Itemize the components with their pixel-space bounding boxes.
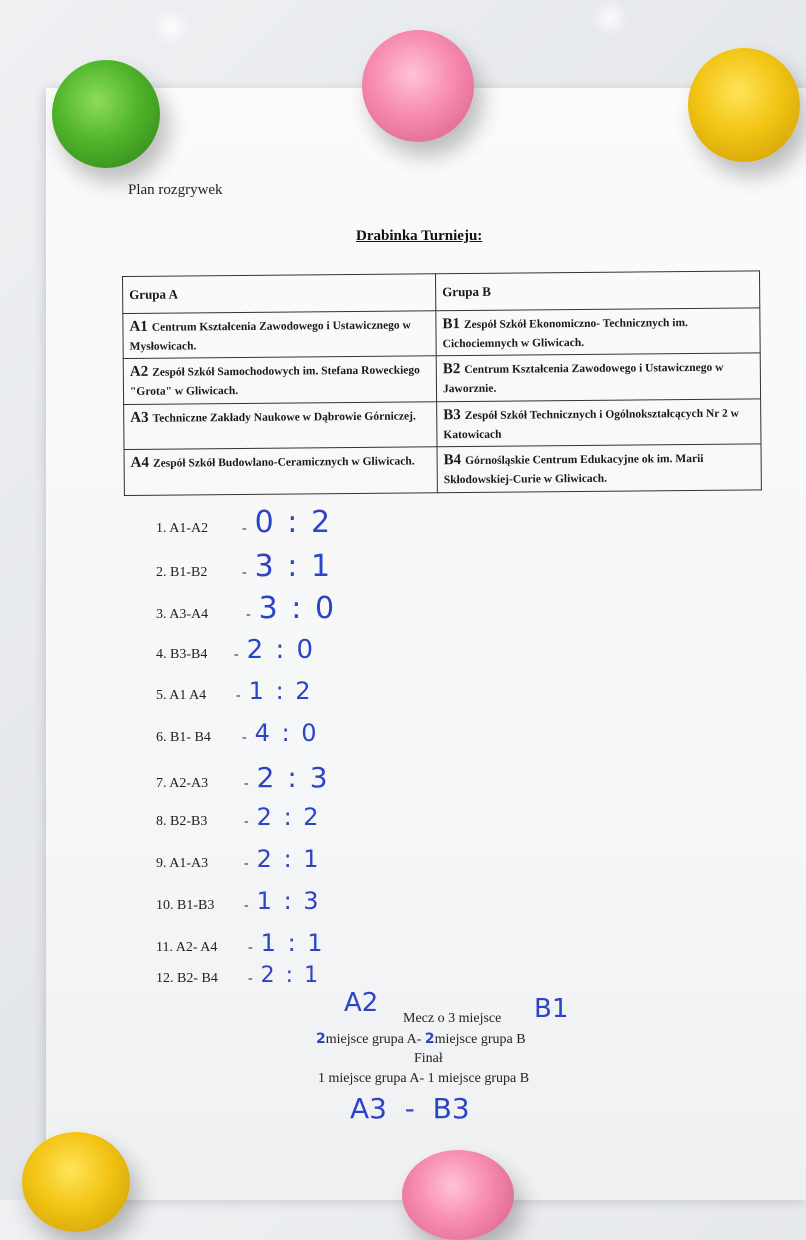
team-cell	[124, 402, 437, 450]
list-item: 10. B1-B3 - 1 : 3	[156, 887, 321, 915]
match-label: 10. B1-B3	[156, 898, 215, 913]
team-name: Górnośląskie Centrum Edukacyjne ok im. Marii Skłodowskiej-Curie w Gliwicach.	[443, 453, 704, 487]
match-label: 4. B3-B4	[156, 647, 208, 662]
match-label: 5. A1 A4	[156, 688, 207, 703]
list-item: 4. B3-B4 - 2 : 0	[156, 635, 316, 665]
list-item: 1. A1-A2 - 0 : 2	[156, 505, 333, 540]
pink-magnet-bottom	[402, 1150, 514, 1240]
match-label: 11. A2- A4	[156, 940, 218, 955]
team-code: A2	[129, 364, 149, 381]
team-code: B3	[443, 406, 461, 424]
match-label: 6. B1- B4	[156, 730, 211, 745]
team-cell	[123, 356, 436, 404]
third-place-right-handwriting: B1	[534, 994, 569, 1024]
handwritten-number: 2	[316, 1031, 326, 1047]
team-cell	[124, 447, 437, 495]
light-glare	[600, 8, 620, 28]
match-label: 2. B1-B2	[156, 565, 208, 580]
light-glare	[160, 16, 182, 38]
team-cell	[436, 308, 760, 356]
table-row	[123, 308, 760, 359]
yellow-magnet	[688, 48, 800, 162]
list-item: 7. A2-A3 - 2 : 3	[156, 761, 330, 794]
team-code: A1	[129, 318, 148, 335]
list-item: 5. A1 A4 - 1 : 2	[156, 677, 313, 705]
team-cell	[123, 311, 436, 359]
match-score: 0 : 2	[254, 505, 333, 540]
match-score: 2 : 1	[260, 963, 321, 988]
third-place-line	[316, 1031, 526, 1048]
match-label: 9. A1-A3	[156, 856, 209, 871]
third-place-left-handwriting: A2	[344, 988, 379, 1018]
match-label: 1. A1-A2	[156, 521, 209, 536]
list-item: 9. A1-A3 - 2 : 1	[156, 845, 321, 873]
groups-table	[122, 270, 762, 495]
list-item: 12. B2- B4 - 2 : 1	[156, 963, 321, 988]
team-cell	[437, 399, 761, 447]
final-label: Finał	[414, 1051, 443, 1066]
match-score: 2 : 0	[246, 635, 316, 665]
table-row	[124, 399, 761, 450]
final-handwriting: A3 - B3	[350, 1092, 470, 1125]
yellow-magnet-bottom	[22, 1132, 130, 1232]
team-name: Zespół Szkół Ekonomiczno- Technicznych im. Cichociemnych w Gliwicach.	[442, 317, 688, 350]
list-item: 3. A3-A4 - 3 : 0	[156, 591, 337, 626]
match-score: 1 : 1	[260, 929, 325, 957]
header-group-b: Grupa B	[435, 271, 759, 311]
match-label: 7. A2-A3	[156, 776, 209, 791]
match-label: 8. B2-B3	[156, 814, 208, 829]
table-header-row	[123, 271, 760, 314]
team-name: Centrum Kształcenia Zawodowego i Ustawicznego w Mysłowicach.	[129, 319, 411, 353]
match-label: 12. B2- B4	[156, 971, 218, 986]
team-code: B4	[443, 452, 462, 469]
team-code: A3	[130, 409, 149, 426]
list-item: 2. B1-B2 - 3 : 1	[156, 549, 333, 584]
header-group-a: Grupa A	[123, 274, 436, 314]
team-code: B1	[442, 316, 461, 333]
list-item: 8. B2-B3 - 2 : 2	[156, 803, 321, 831]
team-cell	[437, 444, 761, 492]
match-score: 2 : 2	[256, 803, 321, 831]
pink-magnet	[362, 30, 474, 142]
match-score: 3 : 0	[258, 591, 337, 626]
match-score: 2 : 1	[256, 845, 321, 873]
document-title: Drabinka Turnieju:	[356, 228, 483, 244]
team-name: Zespół Szkół Budowlano-Ceramicznych w Gliwicach.	[152, 455, 415, 471]
final-line: 1 miejsce grupa A- 1 miejsce grupa B	[318, 1071, 530, 1086]
list-item: 11. A2- A4 - 1 : 1	[156, 929, 325, 957]
match-score: 3 : 1	[254, 549, 333, 584]
match-score: 1 : 2	[248, 677, 313, 705]
match-score: 1 : 3	[256, 887, 321, 915]
team-name: Techniczne Zakłady Naukowe w Dąbrowie Górniczej.	[152, 410, 416, 425]
team-cell	[436, 353, 760, 401]
match-label: 3. A3-A4	[156, 607, 209, 622]
third-place-text-b: miejsce grupa B	[434, 1032, 526, 1047]
match-score: 4 : 0	[254, 719, 319, 747]
third-place-text-a: miejsce grupa A-	[325, 1032, 422, 1047]
team-name: Zespół Szkół Technicznych i Ogólnokształcących Nr 2 w Katowicach	[443, 407, 740, 441]
third-place-label: Mecz o 3 miejsce	[403, 1011, 502, 1026]
plan-label: Plan rozgrywek	[128, 182, 223, 198]
green-magnet	[52, 60, 160, 168]
match-score: 2 : 3	[256, 761, 330, 794]
handwritten-number: 2	[424, 1031, 435, 1047]
table-row	[123, 353, 760, 404]
team-name: Centrum Kształcenia Zawodowego i Ustawicznego w Jaworznie.	[442, 362, 724, 396]
team-code: B2	[442, 361, 461, 378]
table-row	[124, 444, 761, 495]
team-code: A4	[130, 455, 150, 472]
list-item: 6. B1- B4 - 4 : 0	[156, 719, 319, 747]
team-name: Zespół Szkół Samochodowych im. Stefana Roweckiego "Grota" w Gliwicach.	[129, 364, 420, 399]
